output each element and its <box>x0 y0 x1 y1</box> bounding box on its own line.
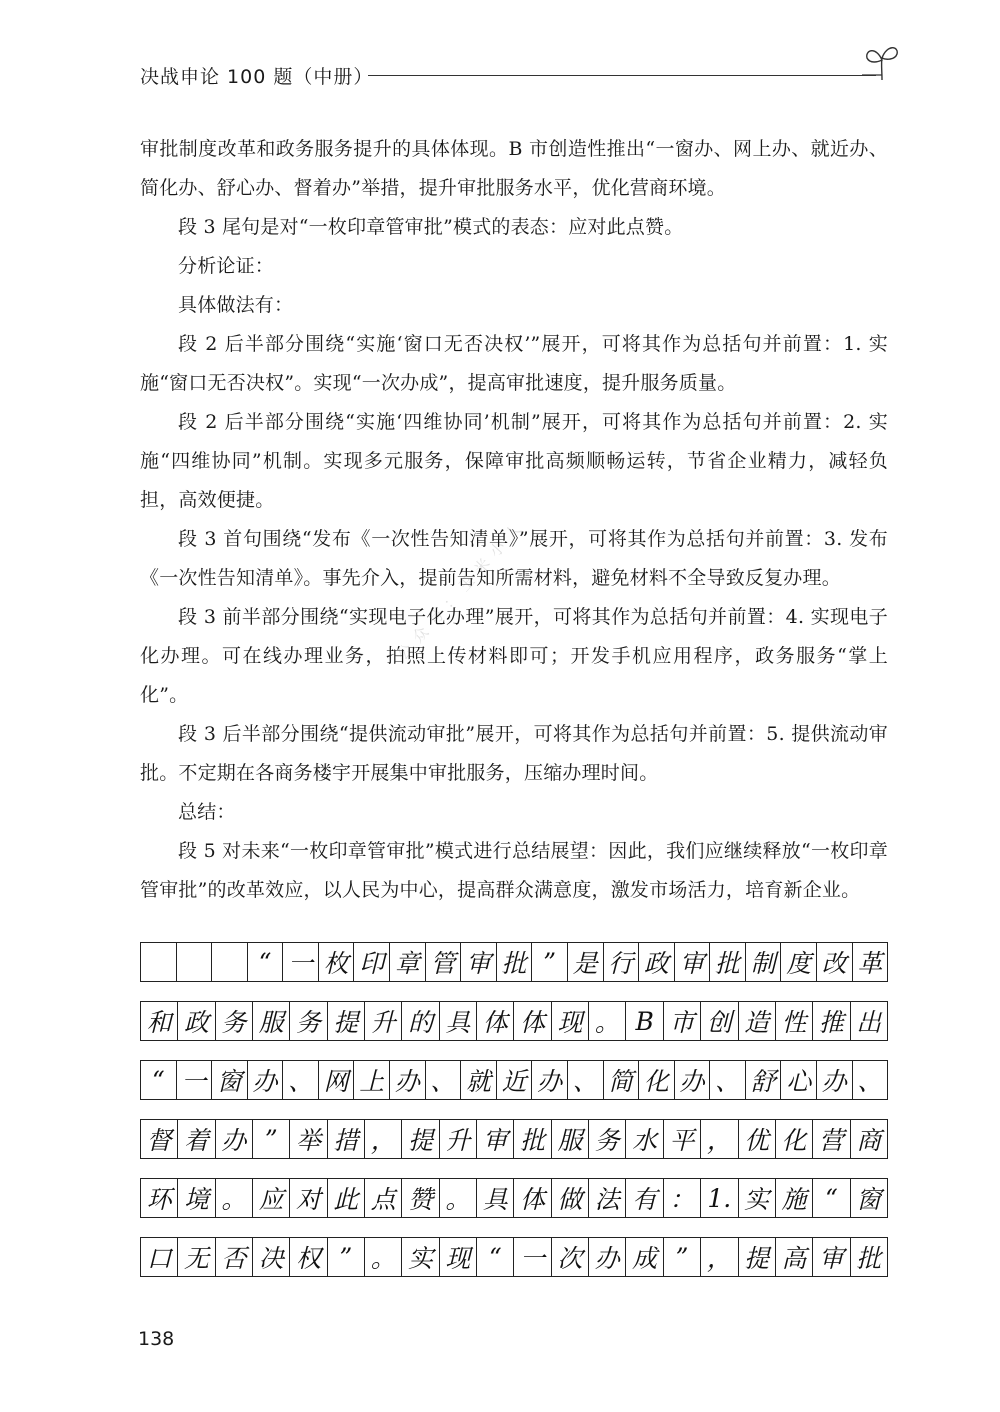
grid-cell: 口 <box>141 1238 178 1276</box>
grid-cell: 法 <box>589 1179 626 1217</box>
grid-cell: 办 <box>817 1061 853 1099</box>
grid-cell: ， <box>365 1120 402 1158</box>
grid-cell: 的 <box>402 1002 439 1040</box>
grid-cell: 应 <box>253 1179 290 1217</box>
grid-cell: 、 <box>426 1061 462 1099</box>
grid-cell: 舒 <box>746 1061 782 1099</box>
grid-cell: 推 <box>813 1002 850 1040</box>
grid-cell: 成 <box>626 1238 663 1276</box>
grid-cell: 督 <box>141 1120 178 1158</box>
grid-cell: 窗 <box>856 1185 882 1214</box>
grid-cell: 印 <box>354 943 390 981</box>
grid-cell: 行 <box>604 943 640 981</box>
paragraph: 段 3 后半部分围绕“提供流动审批”展开，可将其作为总括句并前置：5. 提供流动审批。不定期在各商务楼宇开展集中审批服务，压缩办理时间。 <box>140 723 888 784</box>
grid-cell: 改 <box>817 943 853 981</box>
grid-row <box>140 942 888 982</box>
grid-cell: 办 <box>532 1061 568 1099</box>
grid-cell: 就 <box>461 1061 497 1099</box>
grid-row <box>140 1237 888 1277</box>
page-number: 138 <box>138 1328 175 1350</box>
paragraph: 段 2 后半部分围绕“实施‘窗口无否决权’”展开，可将其作为总括句并前置：1. 实施“窗口无否决权”。实现“一次办成”，提高审批速度，提升服务质量。 <box>140 333 888 394</box>
paragraph: 总结： <box>178 801 236 823</box>
grid-cell: 政 <box>178 1002 215 1040</box>
grid-cell: 上 <box>354 1061 390 1099</box>
grid-cell: ” <box>664 1238 701 1276</box>
grid-cell: 办 <box>248 1061 284 1099</box>
grid-cell: 环 <box>141 1179 178 1217</box>
grid-cell: 提 <box>739 1238 776 1276</box>
grid-row <box>140 1178 888 1218</box>
paragraph: 段 3 首句围绕“发布《一次性告知清单》”展开，可将其作为总括句并前置：3. 发布《一次性告知清单》。事先介入，提前告知所需材料，避免材料不全导致反复办理。 <box>140 528 888 589</box>
grid-cell: 实 <box>739 1179 776 1217</box>
grid-cell: 、 <box>283 1061 319 1099</box>
grid-cell: 境 <box>178 1179 215 1217</box>
grid-cell: ” <box>328 1238 365 1276</box>
grid-cell: 体 <box>514 1002 551 1040</box>
grid-cell: 、 <box>857 1067 883 1096</box>
grid-cell: 制 <box>746 943 782 981</box>
paragraph: 段 2 后半部分围绕“实施‘四维协同’机制”展开，可将其作为总括句并前置：2. 实施“四维协同”机制。实现多元服务，保障审批高频顺畅运转，节省企业精力，减轻负担，高效便捷。 <box>140 411 888 511</box>
grid-cell: 度 <box>781 943 817 981</box>
grid-cell: 造 <box>739 1002 776 1040</box>
grid-cell: 现 <box>552 1002 589 1040</box>
grid-cell: 批 <box>497 943 533 981</box>
grid-cell: 对 <box>290 1179 327 1217</box>
grid-cell: 优 <box>739 1120 776 1158</box>
sprout-icon <box>862 40 902 82</box>
grid-cell: 现 <box>440 1238 477 1276</box>
grid-cell: 无 <box>178 1238 215 1276</box>
grid-cell: “ <box>477 1238 514 1276</box>
header-title: 决战申论 100 题（中册） <box>140 66 374 88</box>
grid-cell: ， <box>701 1120 738 1158</box>
grid-cell: 水 <box>626 1120 663 1158</box>
grid-cell: 平 <box>664 1120 701 1158</box>
grid-cell: 务 <box>290 1002 327 1040</box>
grid-cell: 管 <box>426 943 462 981</box>
grid-cell: 办 <box>675 1061 711 1099</box>
grid-cell: B <box>626 1002 663 1040</box>
grid-cell: 办 <box>390 1061 426 1099</box>
grid-cell: 。 <box>440 1179 477 1217</box>
grid-cell: 升 <box>440 1120 477 1158</box>
grid-cell: 1. <box>701 1179 738 1217</box>
grid-cell: 服 <box>253 1002 290 1040</box>
grid-cell: 做 <box>552 1179 589 1217</box>
grid-row <box>140 1060 888 1100</box>
grid-cell: 、 <box>568 1061 604 1099</box>
grid-cell: 一 <box>283 943 319 981</box>
grid-cell: 出 <box>856 1008 882 1037</box>
grid-cell: 。 <box>589 1002 626 1040</box>
grid-cell: 提 <box>402 1120 439 1158</box>
grid-cell: 务 <box>589 1120 626 1158</box>
watermark: 公众号：玉米小人 <box>393 514 530 664</box>
grid-cell: “ <box>248 943 284 981</box>
grid-cell: 一 <box>514 1238 551 1276</box>
grid-cell: 措 <box>328 1120 365 1158</box>
grid-cell <box>141 943 177 981</box>
grid-cell: ” <box>253 1120 290 1158</box>
grid-cell: 批 <box>710 943 746 981</box>
grid-cell: 点 <box>365 1179 402 1217</box>
grid-cell: 化 <box>776 1120 813 1158</box>
grid-cell: 办 <box>589 1238 626 1276</box>
grid-cell: 决 <box>253 1238 290 1276</box>
grid-cell: 章 <box>390 943 426 981</box>
grid-cell: 服 <box>552 1120 589 1158</box>
paragraph: 段 3 前半部分围绕“实现电子化办理”展开，可将其作为总括句并前置：4. 实现电子化办理。可在线办理业务，拍照上传材料即可；开发手机应用程序，政务服务“掌上化”。 <box>140 606 888 706</box>
grid-cell <box>177 943 213 981</box>
grid-cell: 否 <box>216 1238 253 1276</box>
grid-cell: “ <box>813 1179 850 1217</box>
grid-cell: 商 <box>856 1126 882 1155</box>
grid-cell: 务 <box>216 1002 253 1040</box>
grid-row <box>140 1119 888 1159</box>
grid-cell <box>212 943 248 981</box>
grid-cell: 此 <box>328 1179 365 1217</box>
grid-cell: 赞 <box>402 1179 439 1217</box>
grid-cell: ” <box>532 943 568 981</box>
grid-cell: 枚 <box>319 943 355 981</box>
grid-cell: 、 <box>710 1061 746 1099</box>
paragraph: 分析论证： <box>178 255 275 277</box>
grid-cell: 审 <box>461 943 497 981</box>
grid-cell: 近 <box>497 1061 533 1099</box>
grid-cell: 批 <box>514 1120 551 1158</box>
grid-cell: 革 <box>857 949 883 978</box>
paragraph: 具体做法有： <box>178 294 294 316</box>
grid-cell: 。 <box>216 1179 253 1217</box>
grid-cell: 性 <box>776 1002 813 1040</box>
grid-cell: 。 <box>365 1238 402 1276</box>
grid-cell: 心 <box>781 1061 817 1099</box>
grid-cell: 体 <box>477 1002 514 1040</box>
grid-cell: 审 <box>477 1120 514 1158</box>
grid-cell: 施 <box>776 1179 813 1217</box>
grid-cell: 高 <box>776 1238 813 1276</box>
grid-cell: 升 <box>365 1002 402 1040</box>
grid-cell: 审 <box>813 1238 850 1276</box>
grid-cell: 市 <box>664 1002 701 1040</box>
grid-cell: 和 <box>141 1002 178 1040</box>
grid-cell: 实 <box>402 1238 439 1276</box>
grid-cell: 具 <box>440 1002 477 1040</box>
grid-cell: ： <box>664 1179 701 1217</box>
grid-cell: 办 <box>216 1120 253 1158</box>
grid-cell: 举 <box>290 1120 327 1158</box>
grid-row <box>140 1001 888 1041</box>
grid-cell: 批 <box>856 1244 882 1273</box>
header-rule <box>368 75 876 76</box>
grid-cell: 提 <box>328 1002 365 1040</box>
grid-cell: 具 <box>477 1179 514 1217</box>
grid-cell: 审 <box>675 943 711 981</box>
grid-cell: 简 <box>604 1061 640 1099</box>
paragraph: 段 3 尾句是对“一枚印章管审批”模式的表态：应对此点赞。 <box>178 216 684 238</box>
grid-cell: 创 <box>701 1002 738 1040</box>
grid-cell: 着 <box>178 1120 215 1158</box>
grid-cell: 是 <box>568 943 604 981</box>
paragraph: 审批制度改革和政务服务提升的具体体现。B 市创造性推出“一窗办、网上办、就近办、简化办、舒心办、督着办”举措，提升审批服务水平，优化营商环境。 <box>140 138 888 199</box>
grid-cell: 政 <box>639 943 675 981</box>
grid-cell: 有 <box>626 1179 663 1217</box>
grid-cell: 权 <box>290 1238 327 1276</box>
grid-cell: 体 <box>514 1179 551 1217</box>
grid-cell: 营 <box>813 1120 850 1158</box>
paragraph: 段 5 对未来“一枚印章管审批”模式进行总结展望：因此，我们应继续释放“一枚印章管审批”的改革效应，以人民为中心，提高群众满意度，激发市场活力，培育新企业。 <box>140 840 888 901</box>
answer-grid <box>140 942 888 1296</box>
grid-cell: 网 <box>319 1061 355 1099</box>
grid-cell: “ <box>141 1061 177 1099</box>
grid-cell: 次 <box>552 1238 589 1276</box>
grid-cell: 窗 <box>212 1061 248 1099</box>
grid-cell: 化 <box>639 1061 675 1099</box>
grid-cell: 一 <box>177 1061 213 1099</box>
grid-cell: ， <box>701 1238 738 1276</box>
